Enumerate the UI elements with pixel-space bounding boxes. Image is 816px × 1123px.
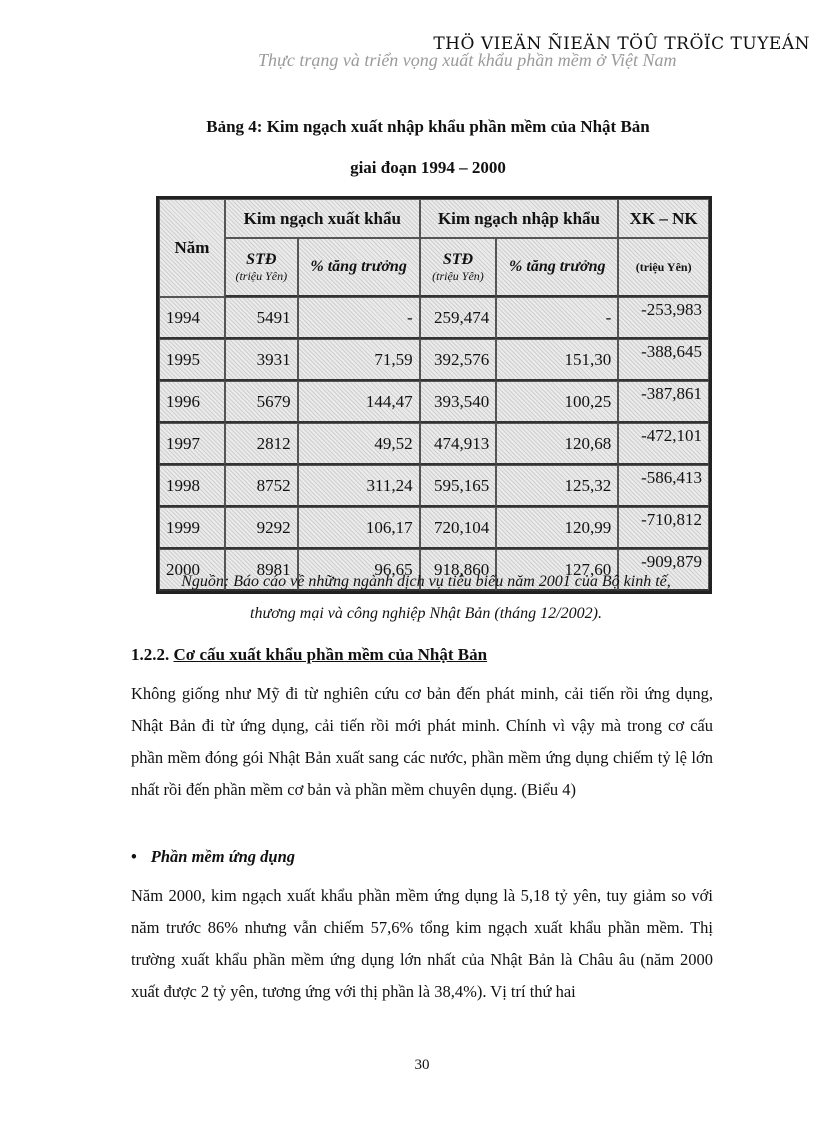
- header-import-growth: % tăng trưởng: [496, 238, 618, 297]
- balance-cell: -586,413: [618, 465, 709, 507]
- balance-cell: -710,812: [618, 507, 709, 549]
- table-caption-line2: giai đoạn 1994 – 2000: [350, 158, 506, 177]
- year: 1994: [159, 297, 225, 339]
- section-number: 1.2.2.: [131, 645, 170, 664]
- header-export-std-label: STĐ: [246, 250, 277, 268]
- table-row: [159, 339, 709, 381]
- running-header: Thực trạng và triển vọng xuất khẩu phần mềm ở Việt Nam: [258, 50, 677, 70]
- table-row: [159, 381, 709, 423]
- import-std-cell: 918,860: [420, 549, 497, 591]
- export-std-cell: 8981: [225, 549, 298, 591]
- import-growth-cell: -: [496, 297, 618, 339]
- section-title: Cơ cấu xuất khẩu phần mềm của Nhật Bản: [173, 645, 488, 664]
- import-growth-cell: 100,25: [496, 381, 618, 423]
- bullet-text: Phần mềm ứng dụng: [150, 847, 295, 866]
- header-import-std-unit: (triệu Yên): [432, 268, 484, 283]
- export-growth-cell: 49,52: [298, 423, 420, 465]
- import-std-cell: 392,576: [420, 339, 497, 381]
- header-export-std-unit: (triệu Yên): [235, 268, 288, 283]
- section-heading: [131, 645, 487, 665]
- source-note-line2: thương mại và công nghiệp Nhật Bản (tháng 12/2002).: [250, 605, 602, 622]
- bullet-icon: •: [131, 847, 137, 866]
- table-row: [159, 423, 709, 465]
- import-growth-cell: 120,99: [496, 507, 618, 549]
- balance-cell: -387,861: [618, 381, 709, 423]
- watermark-text: THÖ VIEÄN ÑIEÄN TÖÛ TRÖÏC TUYEÁN: [433, 34, 810, 54]
- export-import-table: [156, 196, 712, 594]
- year: 1998: [159, 465, 225, 507]
- import-growth-cell: 151,30: [496, 339, 618, 381]
- export-std-cell: 2812: [225, 423, 298, 465]
- table-row: [159, 507, 709, 549]
- balance-cell: -253,983: [618, 297, 709, 339]
- export-growth-cell: 106,17: [298, 507, 420, 549]
- export-growth-cell: 144,47: [298, 381, 420, 423]
- paragraph-2: Năm 2000, kim ngạch xuất khẩu phần mềm ứng dụng là 5,18 tỷ yên, tuy giảm so với năm trước 86% nhưng vẫn chiếm 57,6% tổng kim ngạch xuất khẩu phần mềm. Thị trường xuất khẩu phần mềm ứng dụng lớn nhất của Nhật Bản là Châu âu (năm 2000 xuất được 2 tỷ yên, tương ứng với thị phần là 38,4%). Vị trí thứ hai: [131, 886, 713, 1001]
- export-growth-cell: 96,65: [298, 549, 420, 591]
- bullet-item: [131, 847, 295, 867]
- export-std-cell: 9292: [225, 507, 298, 549]
- year: 1999: [159, 507, 225, 549]
- import-growth-cell: 120,68: [496, 423, 618, 465]
- year: 1995: [159, 339, 225, 381]
- header-import: Kim ngạch nhập khẩu: [420, 199, 619, 238]
- export-std-cell: 8752: [225, 465, 298, 507]
- table-row: [159, 465, 709, 507]
- balance-cell: -388,645: [618, 339, 709, 381]
- table-row: [159, 297, 709, 339]
- export-std-cell: 3931: [225, 339, 298, 381]
- source-note-line1: Nguồn: Báo cáo về những ngành dịch vụ tiêu biểu năm 2001 của Bộ kinh tế,: [181, 573, 671, 590]
- header-year: Năm: [159, 199, 225, 297]
- export-growth-cell: 311,24: [298, 465, 420, 507]
- header-balance: XK – NK: [618, 199, 709, 238]
- header-export-std: [225, 238, 298, 297]
- import-std-cell: 259,474: [420, 297, 497, 339]
- paragraph-1: Không giống như Mỹ đi từ nghiên cứu cơ bản đến phát minh, cải tiến rồi ứng dụng, Nhật Bản đi từ ứng dụng, cải tiến rồi mới phát minh. Chính vì vậy mà trong cơ cấu phần mềm đóng gói Nhật Bản xuất sang các nước, phần mềm ứng dụng chiếm tỷ lệ lớn nhất rồi đến phần mềm cơ bản và phần mềm chuyên dụng. (Biểu 4): [131, 684, 713, 799]
- export-std-cell: 5491: [225, 297, 298, 339]
- import-std-cell: 474,913: [420, 423, 497, 465]
- import-growth-cell: 125,32: [496, 465, 618, 507]
- header-export-growth: % tăng trưởng: [298, 238, 420, 297]
- export-growth-cell: -: [298, 297, 420, 339]
- balance-cell: -472,101: [618, 423, 709, 465]
- header-export: Kim ngạch xuất khẩu: [225, 199, 420, 238]
- header-import-std-label: STĐ: [442, 250, 474, 268]
- import-growth-cell: 127,60: [496, 549, 618, 591]
- export-growth-cell: 71,59: [298, 339, 420, 381]
- export-std-cell: 5679: [225, 381, 298, 423]
- balance-cell: -909,879: [618, 549, 709, 591]
- year: 2000: [159, 549, 225, 591]
- year: 1997: [159, 423, 225, 465]
- import-std-cell: 393,540: [420, 381, 497, 423]
- table-caption-line1: Bảng 4: Kim ngạch xuất nhập khẩu phần mềm của Nhật Bản: [206, 117, 650, 136]
- header-import-std: [420, 238, 497, 297]
- header-balance-unit: (triệu Yên): [618, 238, 709, 297]
- year: 1996: [159, 381, 225, 423]
- import-std-cell: 595,165: [420, 465, 497, 507]
- import-std-cell: 720,104: [420, 507, 497, 549]
- page-number: 30: [414, 1057, 430, 1073]
